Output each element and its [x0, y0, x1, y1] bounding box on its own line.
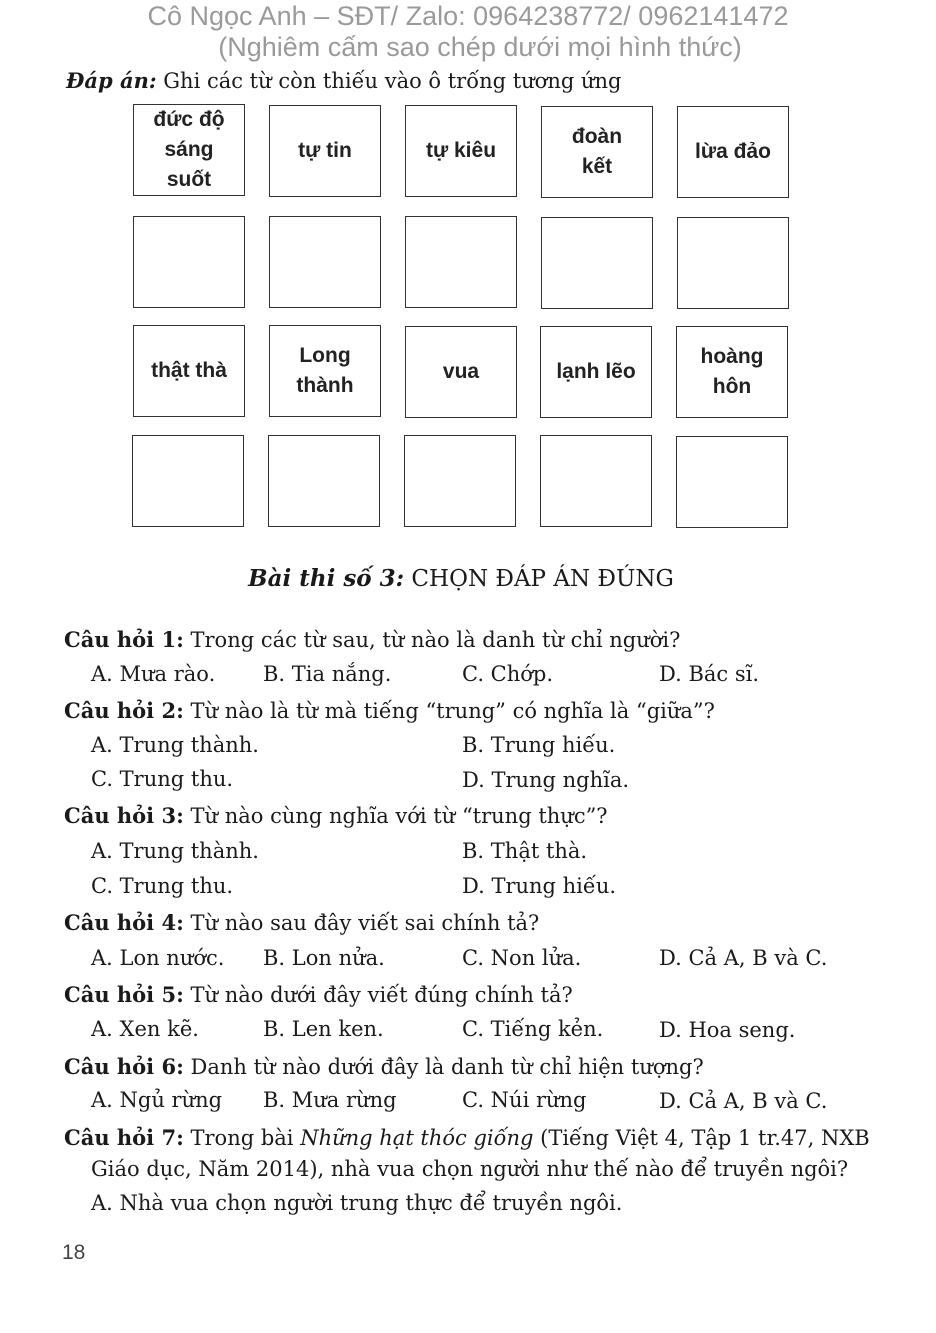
q7-option-a[interactable]: A. Nhà vua chọn người trung thực để truyền ngôi.	[91, 1191, 623, 1215]
grid-cell-r2c5[interactable]	[677, 217, 789, 309]
grid-cell-r3c1: thật thà	[133, 325, 245, 417]
grid-cell-r4c1[interactable]	[132, 435, 244, 527]
grid-cell-r2c1[interactable]	[133, 216, 245, 308]
grid-cell-r4c5[interactable]	[676, 436, 788, 528]
q1-option-b[interactable]: B. Tia nắng.	[263, 662, 392, 686]
question-4	[64, 910, 539, 935]
q5-option-c[interactable]: C. Tiếng kẻn.	[462, 1017, 604, 1041]
q4-option-c[interactable]: C. Non lửa.	[462, 946, 582, 970]
q2-option-c[interactable]: C. Trung thu.	[91, 767, 234, 791]
question-3	[64, 803, 608, 828]
grid-cell-r4c2[interactable]	[268, 435, 380, 527]
grid-cell-r4c3[interactable]	[404, 435, 516, 527]
q2-option-d[interactable]: D. Trung nghĩa.	[462, 768, 630, 792]
q1-option-c[interactable]: C. Chớp.	[462, 662, 554, 686]
question-text-after: (Tiếng Việt 4, Tập 1 tr.47, NXB	[533, 1126, 870, 1150]
question-text-before: Trong bài	[183, 1126, 301, 1150]
question-label: Câu hỏi 5:	[64, 982, 184, 1007]
question-text: Danh từ nào dưới đây là danh từ chỉ hiện tượng?	[183, 1055, 704, 1079]
q6-option-b[interactable]: B. Mưa rừng	[263, 1088, 397, 1112]
q6-option-c[interactable]: C. Núi rừng	[462, 1088, 587, 1112]
grid-cell-r4c4[interactable]	[540, 435, 652, 527]
answer-text: Ghi các từ còn thiếu vào ô trống tương ứng	[156, 69, 622, 93]
story-title: Những hạt thóc giống	[300, 1126, 534, 1150]
answer-instruction	[66, 68, 621, 93]
question-text: Từ nào cùng nghĩa với từ “trung thực”?	[183, 804, 608, 828]
q2-option-b[interactable]: B. Trung hiếu.	[462, 733, 616, 757]
q6-option-d[interactable]: D. Cả A, B và C.	[659, 1089, 828, 1113]
grid-cell-r1c2: tự tin	[269, 105, 381, 197]
section-title-italic: Bài thi số 3:	[248, 565, 405, 592]
q4-option-d[interactable]: D. Cả A, B và C.	[659, 946, 828, 970]
q6-option-a[interactable]: A. Ngủ rừng	[91, 1088, 223, 1112]
q1-option-d[interactable]: D. Bác sĩ.	[659, 662, 759, 686]
question-2	[64, 698, 715, 723]
section-title	[0, 565, 922, 592]
grid-cell-r1c3: tự kiêu	[405, 105, 517, 197]
q4-option-a[interactable]: A. Lon nước.	[91, 946, 225, 970]
question-label: Câu hỏi 6:	[64, 1054, 184, 1079]
grid-cell-r3c4: lạnh lẽo	[540, 326, 652, 418]
watermark-notice: (Nghiêm cấm sao chép dưới mọi hình thức)	[218, 32, 742, 62]
grid-cell-r1c4: đoàn kết	[541, 106, 653, 198]
grid-cell-r2c3[interactable]	[405, 216, 517, 308]
q4-option-b[interactable]: B. Lon nửa.	[263, 946, 385, 970]
q5-option-d[interactable]: D. Hoa seng.	[659, 1018, 796, 1042]
grid-cell-r3c2: Long thành	[269, 325, 381, 417]
q5-option-b[interactable]: B. Len ken.	[263, 1017, 384, 1041]
q3-option-d[interactable]: D. Trung hiếu.	[462, 874, 617, 898]
question-label: Câu hỏi 7:	[64, 1125, 184, 1150]
question-text: Trong các từ sau, từ nào là danh từ chỉ người?	[183, 628, 681, 652]
question-7-line-2: Giáo dục, Năm 2014), nhà vua chọn người như thế nào để truyền ngôi?	[91, 1157, 849, 1181]
question-5	[64, 982, 573, 1007]
q3-option-c[interactable]: C. Trung thu.	[91, 874, 234, 898]
question-text: Từ nào dưới đây viết đúng chính tả?	[183, 983, 573, 1007]
q1-option-a[interactable]: A. Mưa rào.	[91, 662, 216, 686]
question-text: Từ nào sau đây viết sai chính tả?	[183, 911, 540, 935]
grid-cell-r3c3: vua	[405, 326, 517, 418]
grid-cell-r2c4[interactable]	[541, 217, 653, 309]
page-number: 18	[62, 1241, 86, 1264]
question-1	[64, 627, 680, 652]
q2-option-a[interactable]: A. Trung thành.	[91, 733, 259, 757]
grid-cell-r3c5: hoàng hôn	[676, 326, 788, 418]
q5-option-a[interactable]: A. Xen kẽ.	[91, 1017, 199, 1041]
q3-option-b[interactable]: B. Thật thà.	[462, 839, 588, 863]
watermark-contact: Cô Ngọc Anh – SĐT/ Zalo: 0964238772/ 0962141472	[147, 1, 789, 31]
grid-cell-r1c5: lừa đảo	[677, 106, 789, 198]
question-7	[64, 1125, 870, 1150]
question-text: Từ nào là từ mà tiếng “trung” có nghĩa là “giữa”?	[183, 699, 715, 723]
question-label: Câu hỏi 1:	[64, 627, 184, 652]
question-6	[64, 1054, 704, 1079]
question-label: Câu hỏi 4:	[64, 910, 184, 935]
grid-cell-r2c2[interactable]	[269, 216, 381, 308]
grid-cell-r1c1: đức độ sáng suốt	[133, 104, 245, 196]
answer-label: Đáp án:	[66, 68, 157, 93]
question-label: Câu hỏi 2:	[64, 698, 184, 723]
q3-option-a[interactable]: A. Trung thành.	[91, 839, 259, 863]
question-label: Câu hỏi 3:	[64, 803, 184, 828]
section-title-rest: CHỌN ĐÁP ÁN ĐÚNG	[404, 566, 674, 592]
